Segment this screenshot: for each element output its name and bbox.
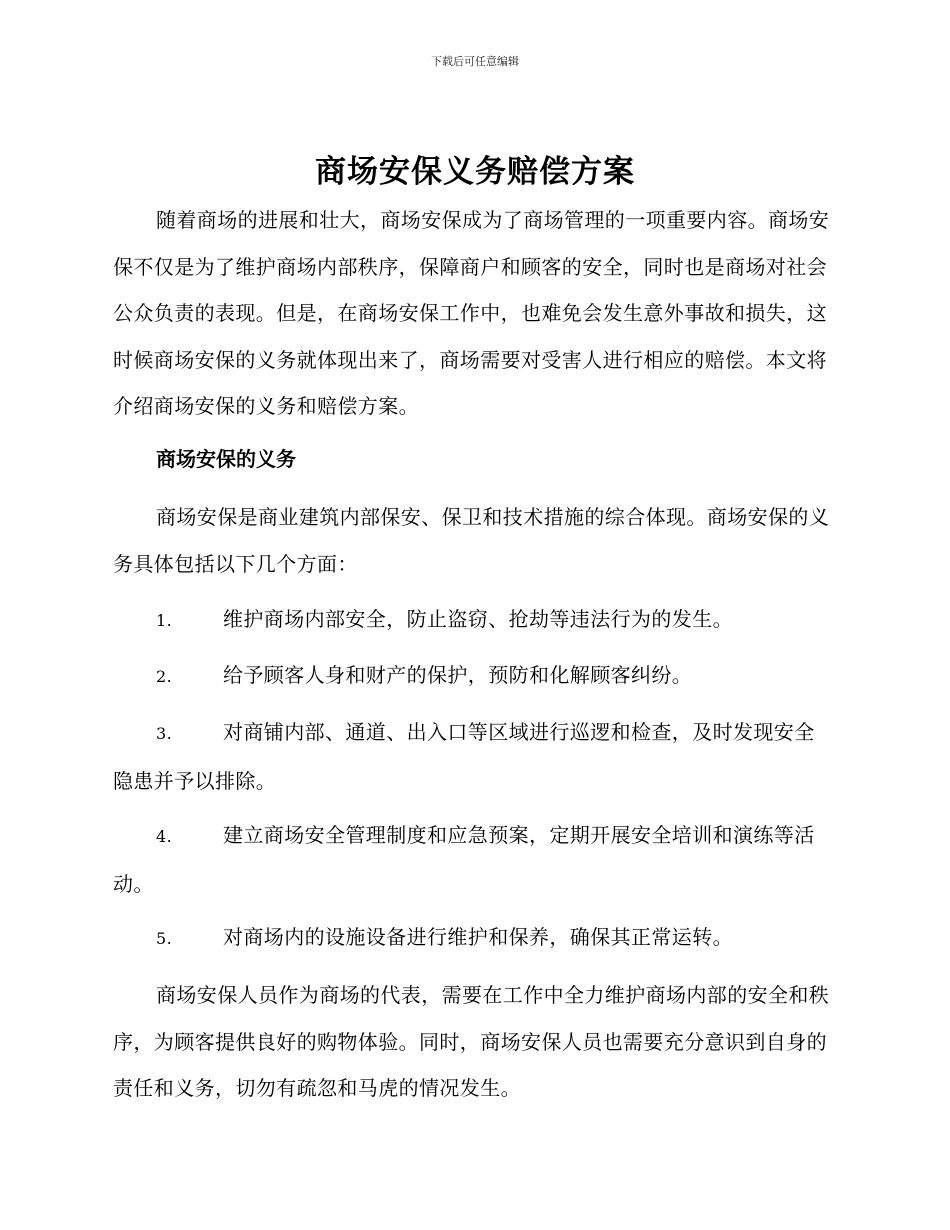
list-number: 2.	[156, 667, 173, 686]
section-paragraph: 商场安保是商业建筑内部保安、保卫和技术措施的综合体现。商场安保的义务具体包括以下几个方面：	[113, 505, 830, 576]
list-item	[113, 709, 833, 804]
closing-paragraph: 商场安保人员作为商场的代表，需要在工作中全力维护商场内部的安全和秩序，为顾客提供良好的购物体验。同时，商场安保人员也需要充分意识到自身的责任和义务，切勿有疏忽和马虎的情况发生。	[113, 983, 830, 1100]
list-item	[113, 812, 833, 907]
header-note: 下载后可任意编辑	[431, 55, 519, 68]
list-number: 5.	[156, 929, 173, 948]
list-text: 对商场内的设施设备进行维护和保养，确保其正常运转。	[223, 925, 733, 949]
page-title: 商场安保义务赔偿方案	[315, 154, 635, 190]
list-number: 1.	[156, 611, 173, 630]
list-item	[113, 652, 833, 701]
list-text: 维护商场内部安全，防止盗窃、抢劫等违法行为的发生。	[223, 607, 733, 631]
list-text: 对商铺内部、通道、出入口等区域进行巡逻和检查，及时发现安全隐患并予以排除。	[113, 720, 815, 793]
list-item	[113, 914, 833, 963]
section-heading: 商场安保的义务	[156, 447, 296, 471]
list-number: 4.	[156, 827, 173, 846]
list-number: 3.	[156, 724, 173, 743]
list-text: 建立商场安全管理制度和应急预案，定期开展安全培训和演练等活动。	[113, 823, 815, 896]
list-text: 给予顾客人身和财产的保护，预防和化解顾客纠纷。	[223, 663, 693, 687]
list-item	[113, 596, 833, 645]
intro-paragraph: 随着商场的进展和壮大，商场安保成为了商场管理的一项重要内容。商场安保不仅是为了维护商场内部秩序，保障商户和顾客的安全，同时也是商场对社会公众负责的表现。但是，在商场安保工作中，也难免会发生意外事故和损失，这时候商场安保的义务就体现出来了，商场需要对受害人进行相应的赔偿。本文将介绍商场安保的义务和赔偿方案。	[113, 208, 830, 418]
